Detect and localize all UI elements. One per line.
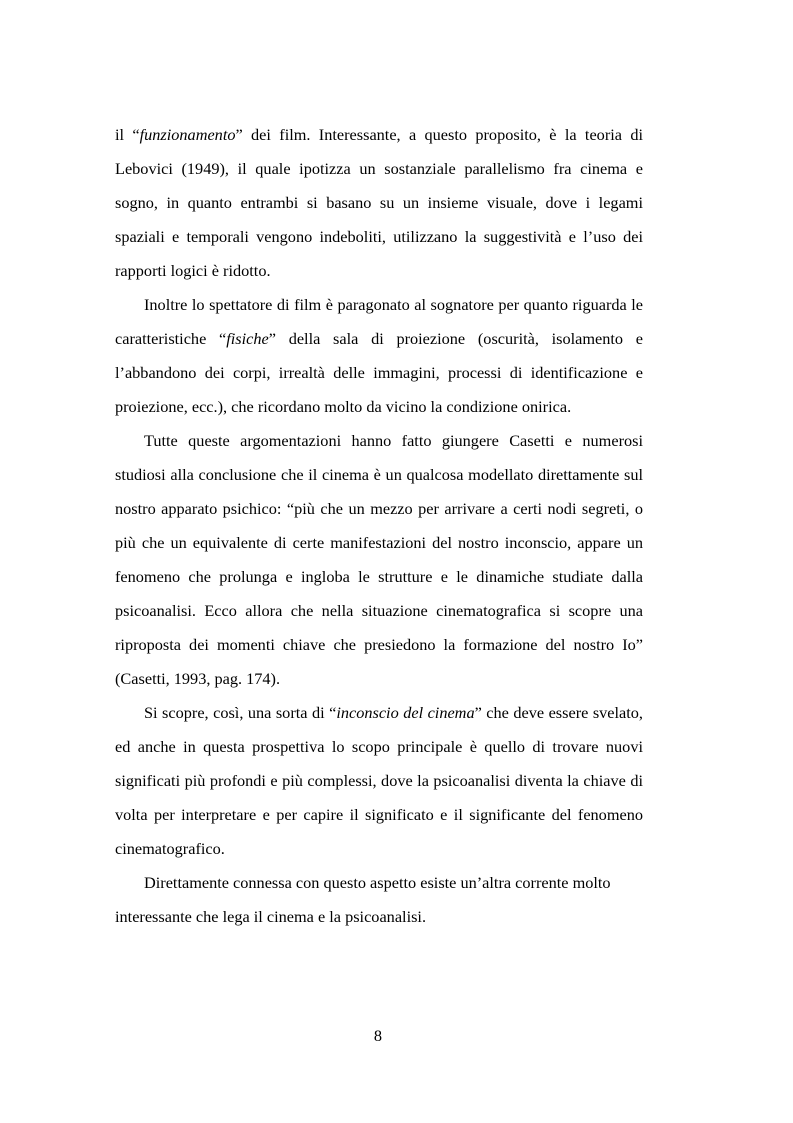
body-text <box>115 118 643 934</box>
paragraph <box>115 696 643 866</box>
text-run: ” della sala di proiezione (oscurità, isolamento e l’abbandono dei corpi, irrealtà delle immagini, processi di identificazione e proiezione, ecc.), che ricordano molto da vicino la condizione onirica. <box>115 329 644 416</box>
paragraph <box>115 118 643 288</box>
text-run: Inoltre lo spettatore di film è paragonato al sognatore per quanto riguarda le caratteristiche “ <box>115 295 643 348</box>
italic-term: funzionamento <box>139 125 236 144</box>
paragraph: Direttamente connessa con questo aspetto esiste un’altra corrente molto interessante che lega il cinema e la psicoanalisi. <box>115 873 611 926</box>
italic-term: fisiche <box>226 329 269 348</box>
page-number: 8 <box>373 1026 383 1045</box>
paragraph: Tutte queste argomentazioni hanno fatto giungere Casetti e numerosi studiosi alla conclusione che il cinema è un qualcosa modellato direttamente sul nostro apparato psichico: “più che un mezzo per arrivare a certi nodi segreti, o più che un equivalente di certe manifestazioni del nostro inconscio, appare un fenomeno che prolunga e ingloba le strutture e le dinamiche studiate dalla psicoanalisi. Ecco allora che nella situazione cinematografica si scopre una riproposta dei momenti chiave che presiedono la formazione del nostro Io” (Casetti, 1993, pag. 174). <box>115 431 643 688</box>
text-run: ” che deve essere svelato, ed anche in questa prospettiva lo scopo principale è quello di trovare nuovi significati più profondi e più complessi, dove la psicoanalisi diventa la chiave di volta per interpretare e per capire il significato e il significante del fenomeno cinematografico. <box>115 703 644 858</box>
text-run: il “ <box>115 125 140 144</box>
paragraph <box>115 288 643 424</box>
italic-term: inconscio del cinema <box>336 703 475 722</box>
text-run: ” dei film. Interessante, a questo proposito, è la teoria di Lebovici (1949), il quale ipotizza un sostanziale parallelismo fra cinema e sogno, in quanto entrambi si basano su un insieme visuale, dove i legami spaziali e temporali vengono indeboliti, utilizzano la suggestività e l’uso dei rapporti logici è ridotto. <box>115 125 643 280</box>
text-run: Si scopre, così, una sorta di “ <box>144 703 337 722</box>
